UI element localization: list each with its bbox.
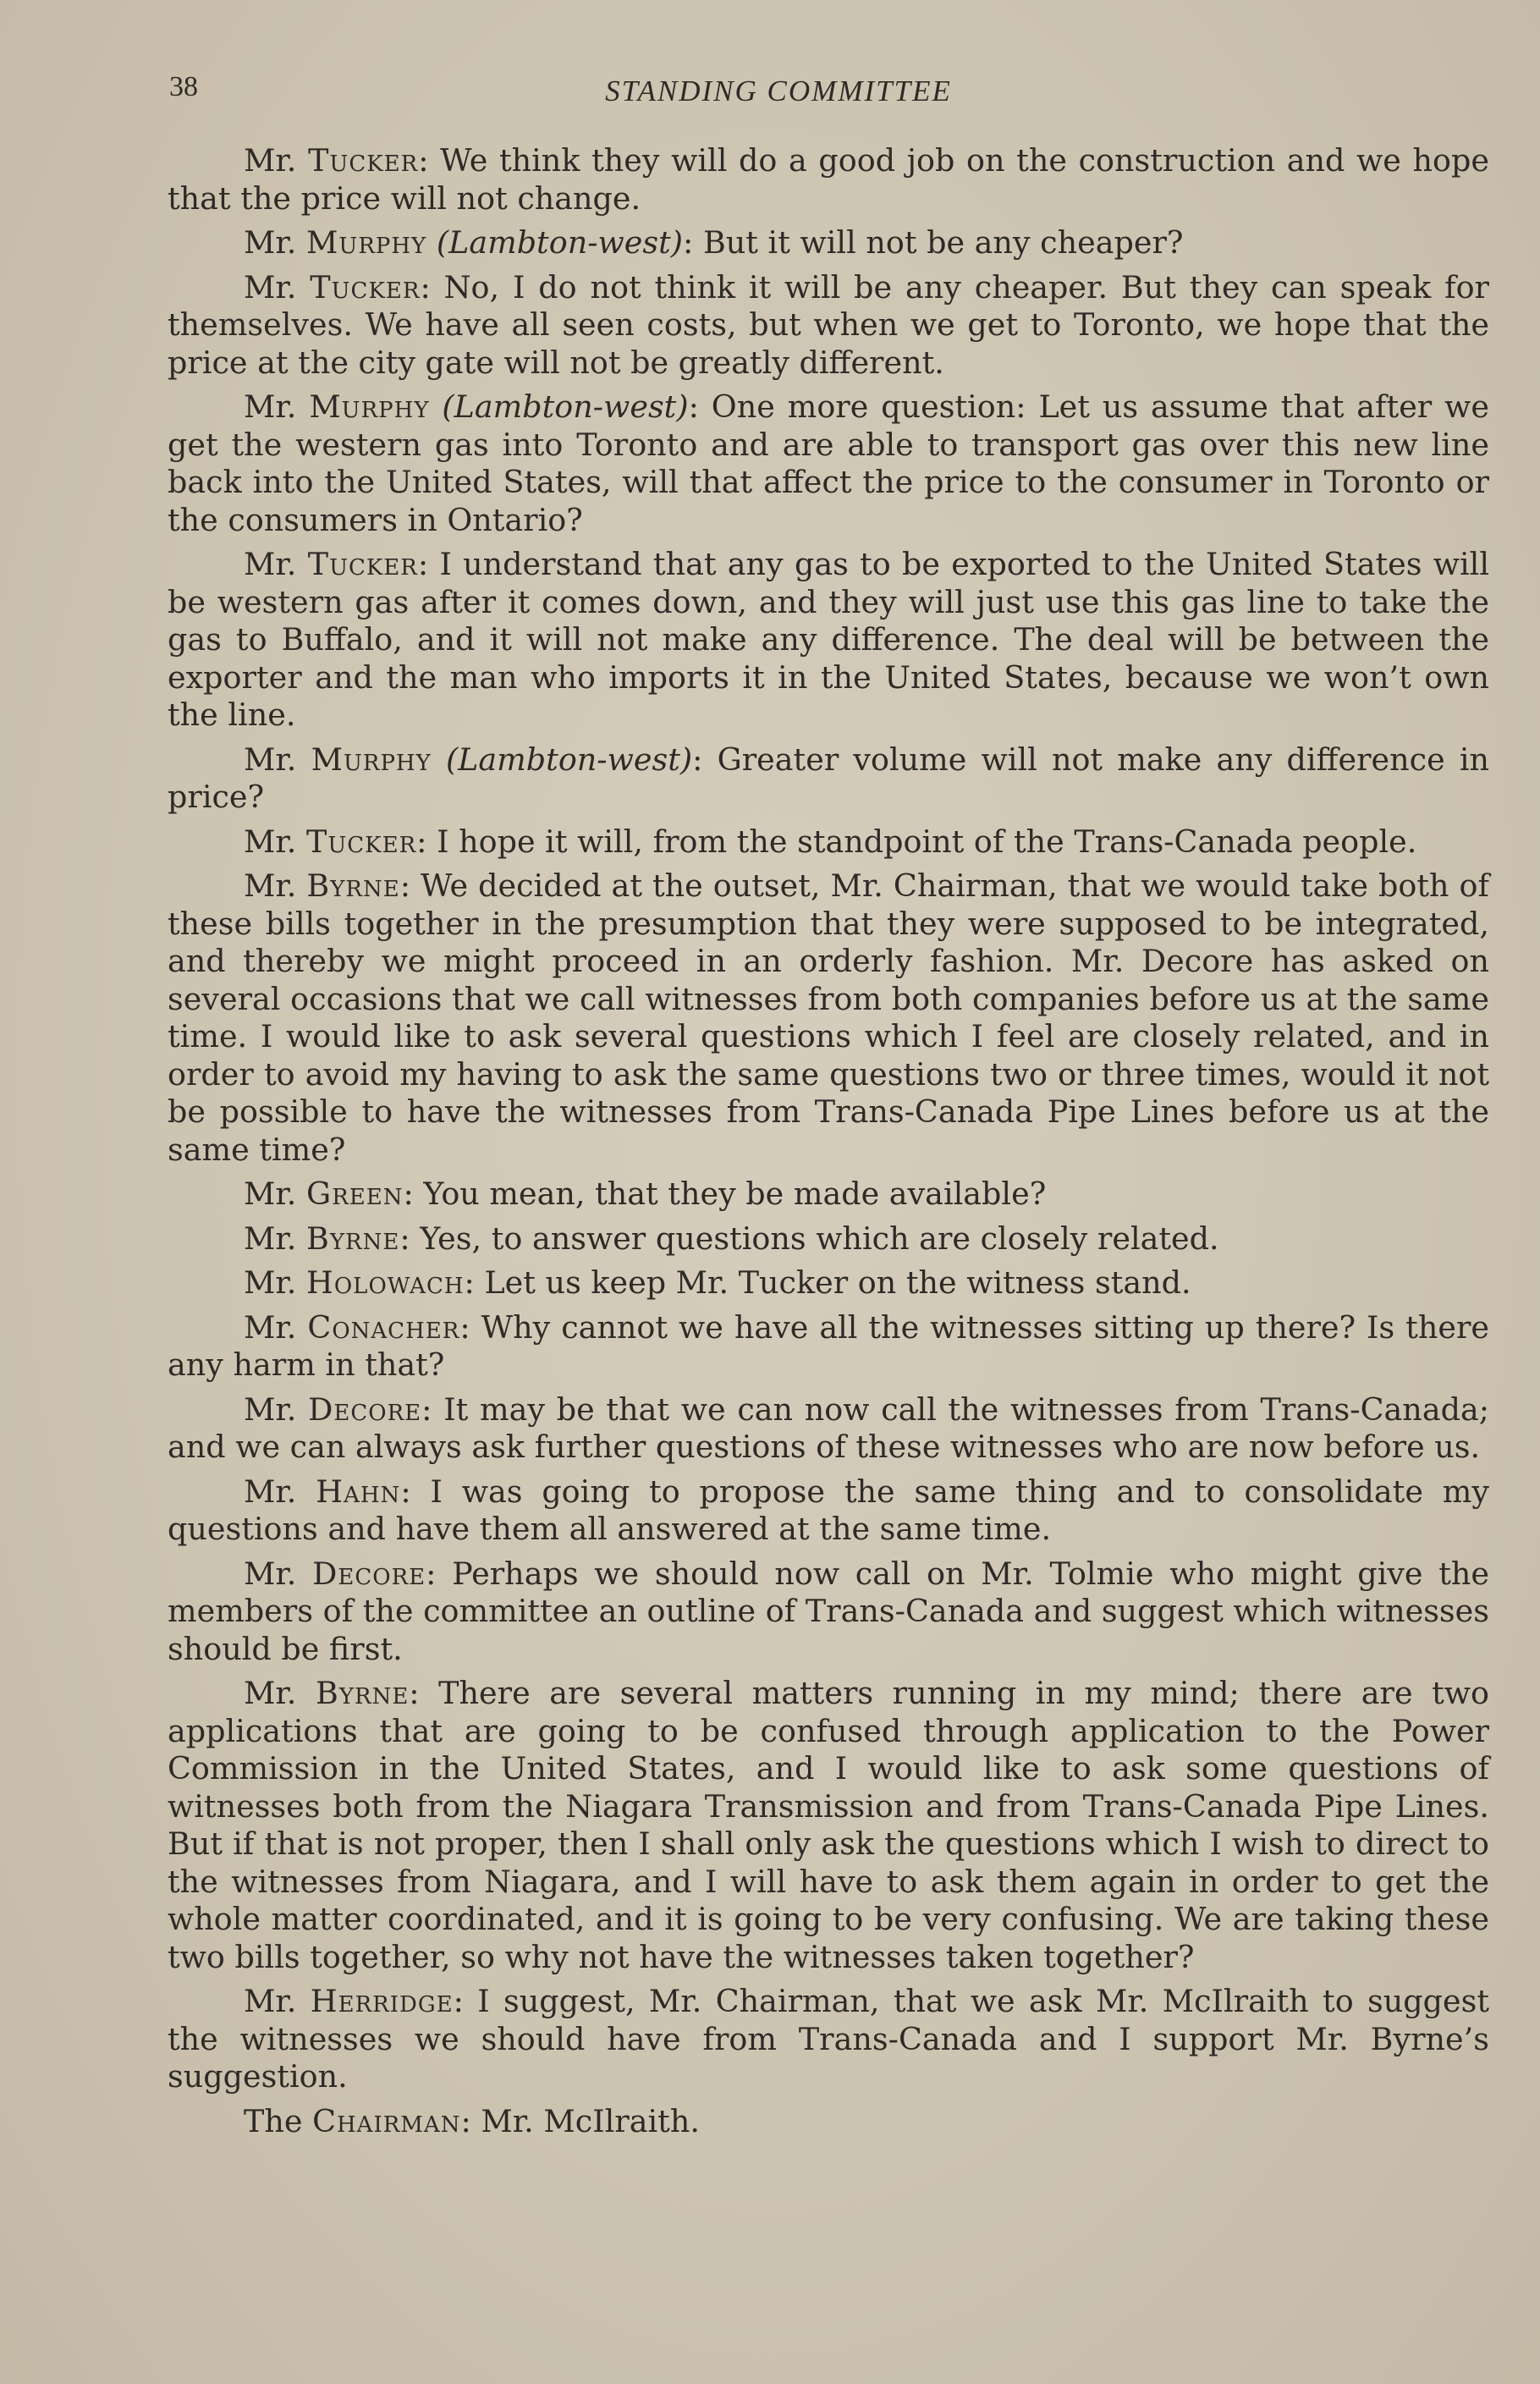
speaker-prefix: Mr. (244, 741, 297, 778)
speaker-prefix: Mr. (244, 268, 297, 306)
paragraph-text: You mean, that they be made available? (413, 1175, 1047, 1212)
speaker-prefix: Mr. (244, 546, 297, 582)
speaker-name: Hahn (316, 1473, 401, 1510)
transcript-paragraph (168, 867, 1489, 1169)
transcript-paragraph (168, 269, 1489, 383)
speaker-colon: : (399, 867, 411, 904)
transcript-paragraph (168, 1220, 1489, 1258)
speaker-prefix: Mr. (244, 224, 297, 261)
speaker-prefix: Mr. (244, 1175, 297, 1212)
speaker-prefix: Mr. (244, 1220, 297, 1257)
paragraph-text: Mr. McIlraith. (470, 2102, 700, 2139)
speaker-name: Murphy (309, 388, 430, 425)
paragraph-text: It may be that we can now call the witnesses from Trans-Canada; and we can always ask further questions of these witnesses who are now before us. (168, 1390, 1489, 1465)
paragraph-text: Let us keep Mr. Tucker on the witness stand. (474, 1264, 1191, 1301)
speaker-prefix: Mr. (244, 388, 297, 425)
speaker-colon: : (460, 2102, 471, 2139)
paragraph-text: There are several matters running in my mind; there are two applications that are going to be confused through application to the Power Commission in the United States, and I would like to ask some questions of witnesses both from the Niagara Transmission and from Trans-Canada Pipe Lines. But if that is not proper, then I shall only ask the questions which I wish to direct to the witnesses from Niagara, and I will have to ask them again in order to get the whole matter coordinated, and it is going to be very confusing. We are taking these two bills together, so why not have the witnesses taken together? (168, 1675, 1489, 1975)
speaker-prefix: Mr. (244, 1390, 297, 1428)
running-head: STANDING COMMITTEE (605, 74, 952, 107)
speaker-colon: : (418, 142, 429, 179)
paragraph-text: No, I do not think it will be any cheaper. But they can speak for themselves. We have all seen costs, but when we get to Toronto, we hope that the price at the city gate will not be greatly different. (168, 268, 1489, 381)
page-number: 38 (169, 71, 198, 102)
transcript-paragraph (168, 224, 1489, 262)
paragraph-text: I hope it will, from the standpoint of the Trans-Canada people. (426, 823, 1417, 860)
speaker-riding: (Lambton-west) (442, 388, 689, 425)
speaker-colon: : (399, 1220, 410, 1257)
speaker-colon: : (688, 388, 699, 425)
speaker-prefix: Mr. (244, 1308, 297, 1346)
speaker-colon: : (417, 546, 429, 582)
transcript-paragraph (168, 1675, 1489, 1976)
speaker-name: Murphy (311, 741, 432, 778)
transcript-body (168, 142, 1489, 2147)
speaker-colon: : (409, 1675, 420, 1711)
speaker-colon: : (464, 1264, 475, 1301)
transcript-paragraph (168, 1555, 1489, 1669)
speaker-colon: : (403, 1175, 414, 1212)
transcript-paragraph (168, 1473, 1489, 1549)
speaker-name: Byrne (316, 1675, 410, 1711)
speaker-prefix: Mr. (244, 1983, 297, 2019)
transcript-paragraph (168, 1175, 1489, 1214)
speaker-prefix: The (244, 2102, 303, 2139)
speaker-prefix: Mr. (244, 823, 297, 860)
speaker-colon: : (453, 1983, 464, 2019)
speaker-name: Byrne (306, 867, 400, 904)
paragraph-text: I understand that any gas to be exported to the United States will be western gas after it comes down, and they will just use this gas line to take the gas to Buffalo, and it will not make any difference. The deal will be between the exporter and the man who imports it in the United States, because we won’t own the line. (168, 546, 1490, 733)
paragraph-text: We decided at the outset, Mr. Chairman, that we would take both of these bills together in the presumption that they were supposed to be integrated, and thereby we might proceed in an orderly fashion. Mr. Decore has asked on several occasions that we call witnesses from both companies before us at the same time. I would like to ask several questions which I feel are closely related, and in order to avoid my having to ask the same questions two or three times, would it not be possible to have the witnesses from Trans-Canada Pipe Lines before us at the same time? (168, 867, 1489, 1168)
speaker-colon: : (683, 224, 694, 261)
paragraph-text: Perhaps we should now call on Mr. Tolmie who might give the members of the committee an outline of Trans-Canada and suggest which witnesses should be first. (168, 1555, 1489, 1667)
speaker-prefix: Mr. (244, 142, 297, 179)
speaker-colon: : (421, 1390, 432, 1428)
speaker-name: Tucker (307, 546, 418, 582)
paragraph-text: We think they will do a good job on the construction and we hope that the price will not change. (168, 142, 1489, 217)
paragraph-text: But it will not be any cheaper? (693, 224, 1184, 261)
speaker-colon: : (400, 1473, 411, 1510)
speaker-name: Murphy (306, 224, 427, 261)
speaker-colon: : (459, 1308, 470, 1346)
transcript-paragraph (168, 546, 1489, 735)
speaker-name: Holowach (306, 1264, 465, 1301)
paragraph-text: I suggest, Mr. Chairman, that we ask Mr. McIlraith to suggest the witnesses we should have from Trans-Canada and I support Mr. Byrne’s suggestion. (168, 1983, 1490, 2095)
transcript-paragraph (168, 1264, 1489, 1302)
paragraph-text: One more question: Let us assume that after we get the western gas into Toronto and are able to transport gas over this new line back into the United States, will that affect the price to the consumer in Toronto or the consumers in Ontario? (168, 388, 1489, 538)
speaker-name: Tucker (310, 268, 421, 306)
speaker-prefix: Mr. (244, 1555, 297, 1592)
speaker-prefix: Mr. (244, 1675, 297, 1711)
speaker-name: Decore (312, 1555, 426, 1592)
transcript-paragraph (168, 1309, 1489, 1385)
speaker-colon: : (420, 268, 431, 306)
speaker-name: Byrne (306, 1220, 400, 1257)
page-header (169, 68, 1388, 118)
speaker-name: Conacher (307, 1308, 460, 1346)
speaker-name: Decore (308, 1390, 422, 1428)
speaker-name: Chairman (312, 2102, 461, 2139)
speaker-name: Tucker (308, 142, 419, 179)
speaker-colon: : (416, 823, 427, 860)
speaker-prefix: Mr. (244, 1473, 297, 1510)
speaker-prefix: Mr. (244, 1264, 297, 1301)
paragraph-text: Greater volume will not make any difference in price? (168, 741, 1490, 815)
paragraph-text: Yes, to answer questions which are closely related. (410, 1220, 1219, 1257)
transcript-paragraph (168, 142, 1489, 217)
speaker-name: Green (306, 1175, 404, 1212)
speaker-riding: (Lambton-west) (445, 741, 693, 778)
transcript-paragraph (168, 2103, 1489, 2141)
speaker-name: Tucker (306, 823, 417, 860)
transcript-paragraph (168, 1983, 1489, 2096)
speaker-colon: : (692, 741, 703, 778)
paragraph-text: Why cannot we have all the witnesses sitting up there? Is there any harm in that? (168, 1308, 1489, 1383)
speaker-colon: : (426, 1555, 437, 1592)
transcript-paragraph (168, 388, 1489, 539)
speaker-name: Herridge (310, 1983, 454, 2019)
paragraph-text: I was going to propose the same thing and to consolidate my questions and have them all answered at the same time. (168, 1473, 1490, 1547)
speaker-prefix: Mr. (244, 867, 297, 904)
transcript-paragraph (168, 823, 1489, 862)
transcript-paragraph (168, 741, 1489, 817)
speaker-riding: (Lambton-west) (436, 224, 684, 261)
transcript-paragraph (168, 1391, 1489, 1467)
